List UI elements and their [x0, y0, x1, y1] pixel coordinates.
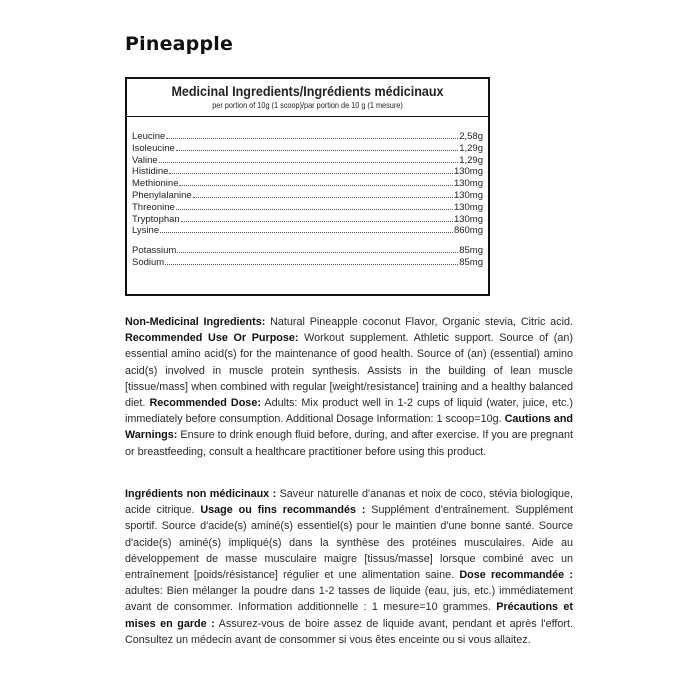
mineral-name: Sodium	[132, 256, 165, 268]
recommended-use-label-fr: Usage ou fins recommandés :	[200, 504, 366, 517]
recommended-dose-text: Adults: Mix product well in 1-2 cups of liquid (water, juice, etc.) immediately before consumption. Additional Dosage Information: 1 scoop=10g.	[125, 397, 573, 426]
recommended-use-text: Workout supplement. Athletic support. Source of (an) essential amino acid(s) for the maintenance of good health. Source of (an) (essential) amino acid(s) involved in muscle protein synthesis. Assists in the building of lean muscle [tissue/mass] when combined with regular [weight/resistance] training and a healthy balanced diet.	[125, 332, 573, 410]
mineral-value: 85mg	[459, 256, 483, 268]
dot-leader	[179, 177, 452, 186]
ingredient-row	[132, 165, 483, 177]
ingredient-value: 130mg	[453, 166, 483, 178]
recommended-dose-label-fr: Dose recommandée :	[459, 569, 573, 582]
ingredient-name: Histidine	[132, 166, 169, 178]
cautions-label: Cautions and Warnings:	[125, 413, 574, 442]
dot-leader	[181, 213, 453, 222]
ingredient-value: 130mg	[453, 178, 483, 190]
ingredient-value: 860mg	[453, 225, 483, 237]
mineral-row	[132, 256, 483, 268]
ingredient-value: 130mg	[453, 201, 483, 213]
ingredient-value: 2,58g	[459, 131, 483, 142]
ingredient-name: Lysine	[132, 225, 160, 237]
ingredient-list	[132, 130, 483, 268]
medicinal-ingredients-panel	[125, 77, 490, 296]
recommended-dose-label: Recommended Dose:	[149, 397, 261, 410]
product-title: Pineapple	[125, 33, 234, 55]
cautions-text-fr: Assurez-vous de boire assez de liquide avant, pendant et après l'effort. Consultez un médecin avant de consommer si vous êtes enceinte ou si vous allaitez.	[125, 617, 573, 646]
dot-leader	[165, 256, 458, 265]
ingredient-row	[132, 130, 483, 142]
ingredient-value: 1,29g	[459, 142, 483, 154]
ingredient-row	[132, 224, 483, 236]
ingredient-row	[132, 189, 483, 201]
panel-header	[127, 79, 488, 117]
ingredient-name: Isoleucine	[132, 142, 175, 154]
english-label-text	[125, 314, 573, 460]
non-medicinal-label: Non-Medicinal Ingredients:	[125, 316, 266, 328]
cautions-text: Ensure to drink enough fluid before, during, and after exercise. If you are pregnant or breastfeeding, consult a healthcare practitioner before using this product.	[125, 429, 573, 458]
mineral-name: Potassium	[132, 245, 177, 257]
non-medicinal-text-fr: Saveur naturelle d'ananas et noix de coco, stévia biologique, acide citrique.	[125, 488, 573, 517]
dot-leader	[159, 154, 459, 163]
ingredient-name: Leucine	[132, 131, 166, 142]
panel-subheading: per portion of 10g (1 scoop)/par portion de 10 g (1 mesure)	[212, 100, 403, 110]
dot-leader	[160, 224, 453, 233]
cautions-label-fr: Précautions et mises en garde :	[125, 601, 573, 630]
ingredient-row	[132, 201, 483, 213]
dot-leader	[169, 165, 453, 174]
row-gap	[132, 236, 483, 244]
recommended-use-text-fr: Supplément d'entraînement. Supplément sportif. Source d'acide(s) aminé(s) essentiel(s) pour le maintien d'une bonne santé. Source d'acide(s) aminé(s) impliqué(s) dans la synthèse des protéines musculaires. Aide au développement de masse musculaire maigre [tissus/masse] lorsque combiné avec un entraînement [poids/résistance] régulier et une alimentation saine.	[125, 504, 573, 582]
non-medicinal-text: Natural Pineapple coconut Flavor, Organic stevia, Citric acid.	[265, 316, 573, 328]
ingredient-value: 130mg	[453, 213, 483, 225]
non-medicinal-label-fr: Ingrédients non médicinaux :	[125, 488, 277, 500]
mineral-row	[132, 244, 483, 256]
ingredient-name: Threonine	[132, 201, 175, 213]
dot-leader	[176, 201, 453, 210]
ingredient-name: Valine	[132, 154, 158, 166]
french-label-text	[125, 486, 573, 648]
ingredient-value: 130mg	[453, 189, 483, 201]
ingredient-row	[132, 154, 483, 166]
recommended-dose-text-fr: adultes: Bien mélanger la poudre dans 1-2 tasses de liquide (eau, jus, etc.) immédiatement avant de consommer. Information additionnelle : 1 mesure=10 grammes.	[125, 585, 573, 614]
dot-leader	[177, 244, 458, 253]
ingredient-row	[132, 213, 483, 225]
dot-leader	[166, 130, 458, 139]
ingredient-name: Tryptophan	[132, 213, 180, 225]
ingredient-row	[132, 177, 483, 189]
ingredient-row	[132, 142, 483, 154]
dot-leader	[176, 142, 458, 151]
mineral-value: 85mg	[459, 245, 483, 257]
recommended-use-label: Recommended Use Or Purpose:	[125, 332, 299, 345]
ingredient-value: 1,29g	[459, 154, 483, 166]
panel-heading: Medicinal Ingredients/Ingrédients médicinaux	[171, 84, 444, 99]
ingredient-name: Phenylalanine	[132, 189, 192, 201]
ingredient-name: Methionine	[132, 178, 179, 190]
dot-leader	[193, 189, 453, 198]
